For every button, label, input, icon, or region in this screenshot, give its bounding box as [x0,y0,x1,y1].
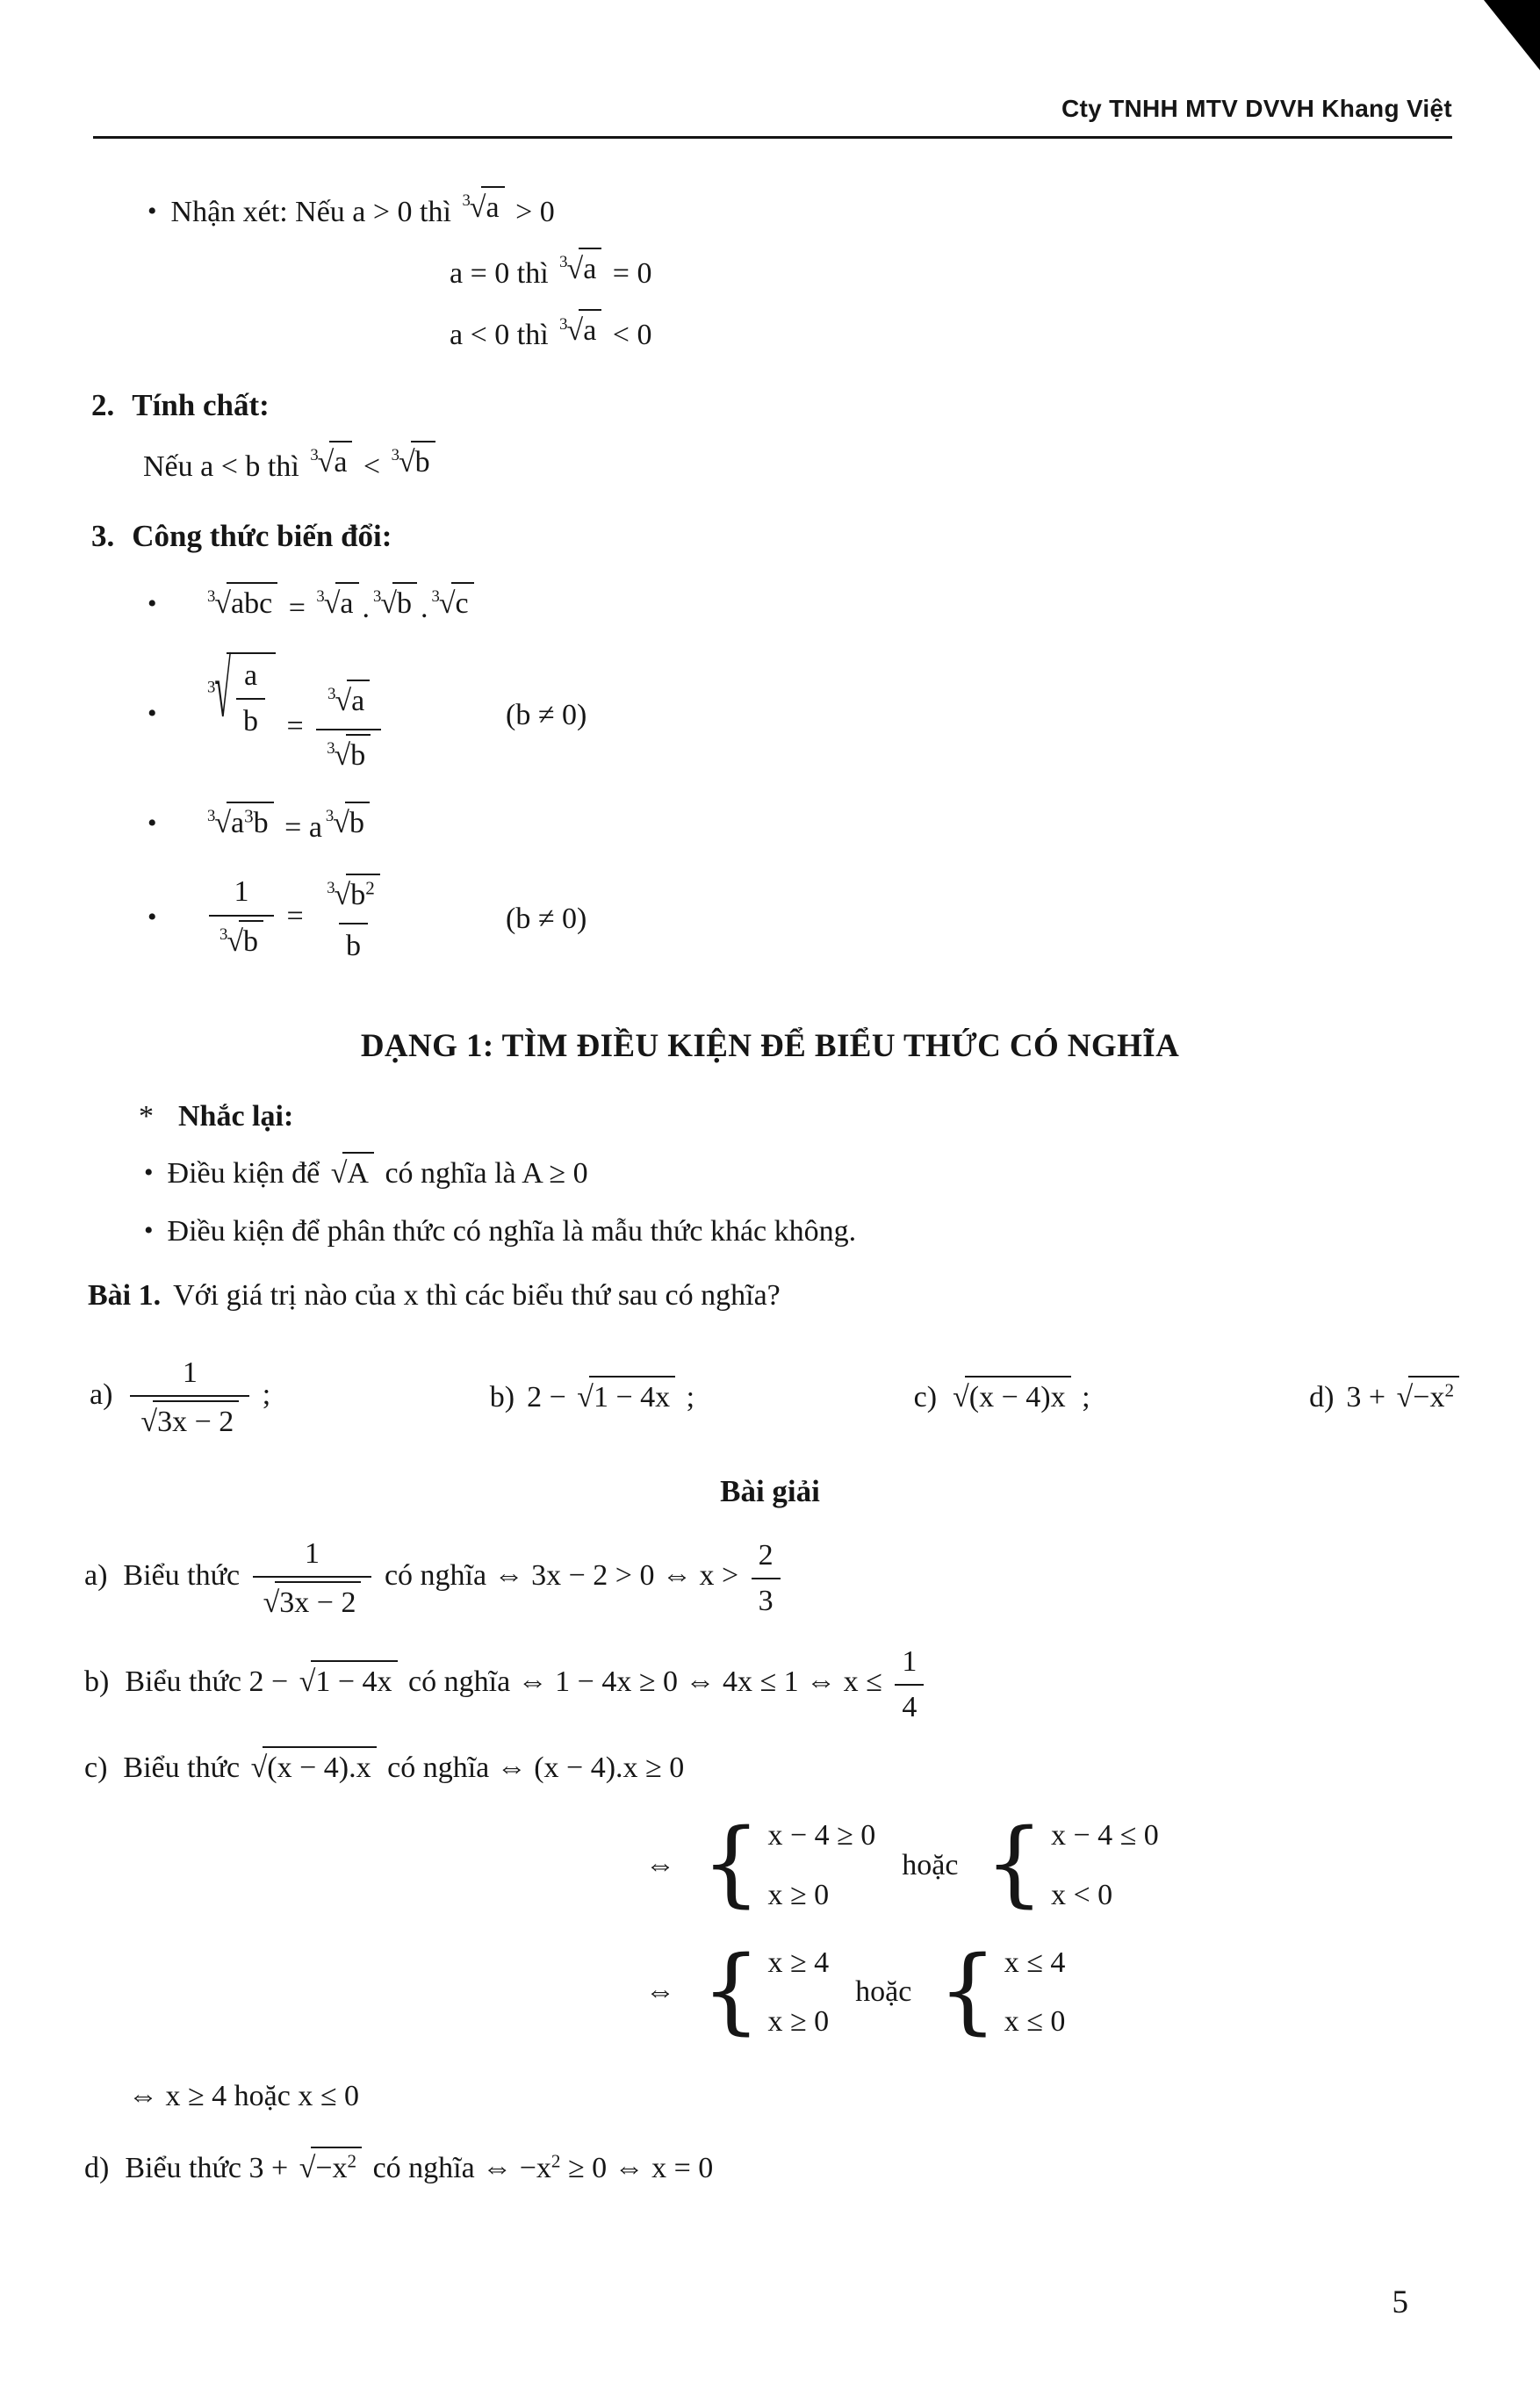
formula-a3b: 3 √ $a^3b$ = a 3 √ b [204,802,373,849]
recall-heading [139,1095,1540,1138]
tinh-chat-body: Nếu a < b thì 3 √ a < 3 √ b [143,441,1540,488]
item-expression: 1 √ 3x − 2 ; [125,1378,270,1411]
conjunction: hoặc [902,1848,959,1881]
system-lines [1004,1941,1066,2044]
formula-fraction: 3 √ $\frac{a}{b}$ = 3 √ a 3 √ b [204,652,386,779]
system-line: x ≤ 4 [1004,1946,1066,1979]
expression-item-a [90,1353,270,1442]
dang1-heading: DẠNG 1: TÌM ĐIỀU KIỆN ĐỂ BIỂU THỨC CÓ NGHĨA [360,1028,1180,1065]
bullet-icon: • [148,699,157,729]
formula-row-3 [148,796,1540,854]
item-label: b) [489,1380,515,1413]
remark-line-1 [148,186,1540,234]
recall-text-2: Điều kiện để phân thức có nghĩa là mẫu thức khác không. [167,1214,857,1248]
section-number: 2. [91,387,115,422]
iff-symbol: ⇔ [645,1848,675,1881]
section-heading-tinh-chat [91,384,1540,428]
system-line: x ≥ 0 [767,2005,830,2039]
solution-heading: Bài giải [720,1474,820,1509]
solution-line-c [84,1746,1540,1789]
system-line: x ≥ 4 [767,1946,830,1979]
bullet-icon: • [148,809,157,838]
solution-label: c) [84,1751,108,1784]
formula-row-4 [148,872,1540,965]
expression-item-b [490,1376,694,1419]
solution-line-b [84,1642,1540,1727]
page-header [93,91,1452,139]
exercise-label: Bài 1. [88,1278,162,1312]
page-number: 5 [1392,2284,1408,2321]
publisher-name: Cty TNHH MTV DVVH Khang Việt [1061,95,1452,122]
condition-note: (b ≠ 0) [506,699,587,732]
remark-line-2: a = 0 thì 3 √ a = 0 [450,248,1540,295]
solution-line-d [84,2147,1540,2190]
recall-item-2 [144,1210,1540,1253]
formula-row-2 [148,647,1540,779]
recall-text-1: Điều kiện để √ A có nghĩa là A ≥ 0 [168,1157,588,1190]
section-title: Tính chất: [132,387,270,422]
system-right [984,1809,1159,1917]
expression-item-d [1309,1376,1463,1419]
section-number: 3. [91,519,115,554]
system-lines [767,1941,829,2044]
system-line: x − 4 ≤ 0 [1050,1819,1159,1852]
item-expression: 2 − √ 1 − 4x ; [527,1381,694,1413]
bullet-icon: • [148,902,157,932]
left-brace-icon: { [984,1809,1044,1917]
left-brace-icon: { [938,1935,997,2044]
system-line: x − 4 ≥ 0 [767,1819,876,1852]
system-left [702,1809,876,1917]
remark-line-3: a < 0 thì 3 √ a < 0 [450,309,1540,356]
item-label: d) [1309,1380,1335,1413]
recall-label: Nhắc lại: [178,1100,294,1133]
left-brace-icon: { [702,1935,761,2044]
bullet-icon: • [148,589,157,619]
bullet-icon: • [144,1158,154,1188]
system-row-2 [645,1935,1540,2044]
solution-label: b) [84,1665,110,1699]
solution-label: a) [84,1559,108,1593]
solution-text: Biểu thức 1 √ 3x − 2 có nghĩa ⇔ 3x − 2 > 0 ⇔ x > $\frac{2}{3}$ [123,1559,785,1592]
expression-item-c [914,1376,1090,1419]
asterisk-icon: * [139,1100,154,1133]
section-heading-cong-thuc [91,514,1540,559]
conjunction: hoặc [855,1975,912,2009]
system-right [938,1935,1066,2044]
formula-row-1 [148,577,1540,635]
system-lines [767,1814,875,1917]
left-brace-icon: { [702,1809,761,1917]
solution-text: Biểu thức √ (x − 4).x có nghĩa ⇔ (x − 4).x ≥ 0 [123,1752,684,1784]
item-label: c) [913,1380,938,1413]
solution-text: Biểu thức 2 − √ 1 − 4x có nghĩa ⇔ 1 − 4x ≥ 0 ⇔ 4x ≤ 1 ⇔ x ≤ $\frac{1}{4}$ [125,1665,929,1698]
condition-note: (b ≠ 0) [506,902,587,935]
system-left [702,1935,830,2044]
solution-line-a [84,1534,1540,1622]
formula-rationalize: 1 3 √ b = 3 √ $b^2$ b [204,872,396,965]
item-expression: √ (x − 4)x ; [949,1381,1090,1413]
remark-text-1: Nhận xét: Nếu a > 0 thì 3 √ a > 0 [171,196,555,228]
system-lines [1051,1814,1159,1917]
system-row-1 [645,1809,1540,1917]
solution-text: Biểu thức 3 + √ $-x^2$ có nghĩa ⇔ $-x^2 \ge 0$ ⇔ x = 0 [125,2152,713,2184]
system-line: x ≤ 0 [1004,2005,1066,2039]
corner-fold-mark [1484,0,1540,70]
solution-c-conclusion: ⇔ x ≥ 4 hoặc x ≤ 0 [128,2080,360,2113]
formula-abc: 3 √ abc = 3 √ a . 3 √ b . 3 √ c [204,582,478,629]
bullet-icon: • [148,196,157,226]
bullet-icon: • [144,1215,154,1245]
item-label: a) [90,1378,113,1411]
solution-label: d) [84,2151,110,2184]
iff-symbol: ⇔ [645,1975,675,2009]
expression-list [90,1338,1463,1456]
recall-item-1 [144,1152,1540,1195]
system-line: x < 0 [1050,1878,1113,1911]
system-line: x ≥ 0 [767,1878,830,1911]
section-title: Công thức biến đổi: [132,519,392,554]
item-expression: 3 + √ $-x^2$ [1346,1381,1463,1413]
exercise-1 [88,1274,1540,1317]
exercise-question: Với giá trị nào của x thì các biểu thứ sau có nghĩa? [173,1278,781,1312]
